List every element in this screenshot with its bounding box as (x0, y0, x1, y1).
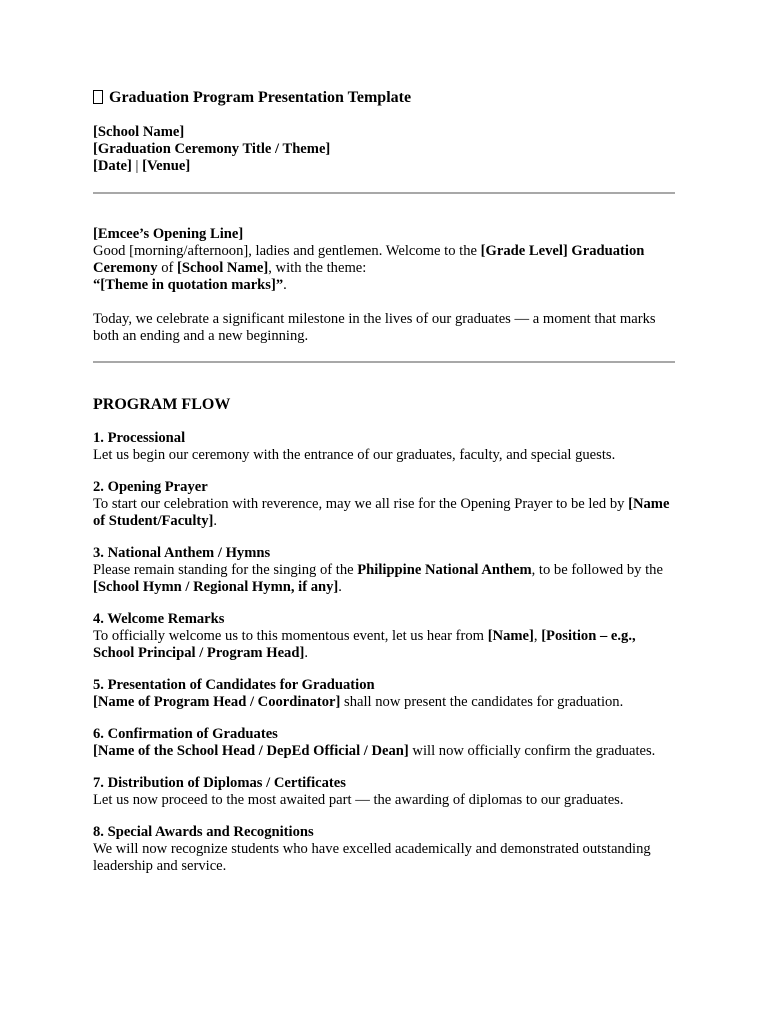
event-details (93, 124, 675, 175)
program-item-national-anthem (93, 545, 675, 596)
emcee-text: , with the theme: (268, 260, 367, 276)
emcee-text: of (157, 260, 178, 276)
item-text: . (338, 579, 342, 595)
program-item-title: 3. National Anthem / Hymns (93, 545, 271, 561)
program-item-title: 5. Presentation of Candidates for Graduation (93, 677, 375, 693)
venue-placeholder: [Venue] (142, 158, 191, 174)
item-text: shall now present the candidates for graduation. (340, 694, 624, 710)
emcee-opening-section (93, 226, 675, 345)
theme-placeholder: “[Theme in quotation marks]” (93, 277, 284, 293)
program-item-text: We will now recognize students who have excelled academically and demonstrated outstanding leadership and service. (93, 841, 651, 874)
program-item-text: Let us begin our ceremony with the entrance of our graduates, faculty, and special guests. (93, 447, 616, 463)
date-placeholder: [Date] (93, 158, 132, 174)
document-title-text: Graduation Program Presentation Template (109, 89, 412, 106)
school-name-inline: [School Name] (177, 260, 269, 276)
emcee-text: . (283, 277, 287, 293)
missing-glyph-icon (93, 90, 103, 104)
emcee-milestone-paragraph: Today, we celebrate a significant milestone in the lives of our graduates — a moment that marks both an ending and a new beginning. (93, 311, 656, 344)
program-item-title: 1. Processional (93, 430, 186, 446)
program-item-text (93, 496, 675, 530)
program-item-special-awards (93, 824, 675, 875)
program-item-distribution-of-diplomas (93, 775, 675, 809)
item-text: . (213, 513, 218, 529)
item-placeholder: [Name] (487, 628, 534, 644)
school-name-placeholder: [School Name] (93, 124, 185, 140)
ceremony-title-placeholder: [Graduation Ceremony Title / Theme] (93, 141, 331, 157)
program-item-title: 8. Special Awards and Recognitions (93, 824, 314, 840)
item-emphasis: Philippine National Anthem (357, 562, 532, 578)
item-placeholder: [Position – e.g., School Principal / Program Head] (93, 628, 636, 661)
date-venue-line (93, 158, 675, 175)
program-item-text (93, 694, 675, 711)
program-item-text: Let us now proceed to the most awaited part — the awarding of diplomas to our graduates. (93, 792, 624, 808)
program-flow-heading: PROGRAM FLOW (93, 396, 231, 413)
item-text: , to be followed by the (531, 562, 663, 578)
emcee-heading: [Emcee’s Opening Line] (93, 226, 244, 242)
item-placeholder: [School Hymn / Regional Hymn, if any] (93, 579, 339, 595)
emcee-text: Good [morning/afternoon], ladies and gentlemen. Welcome to the (93, 243, 481, 259)
item-text: will now officially confirm the graduates. (408, 743, 656, 759)
program-item-confirmation-of-graduates (93, 726, 675, 760)
program-item-presentation-of-candidates (93, 677, 675, 711)
date-venue-separator: | (131, 158, 143, 174)
item-placeholder: [Name of Student/Faculty] (93, 496, 670, 529)
item-text: . (304, 645, 308, 661)
item-text: To start our celebration with reverence, may we all rise for the Opening Prayer to be led by (93, 496, 629, 512)
grade-level-placeholder: [Grade Level] Graduation Ceremony (93, 243, 645, 276)
item-text: Please remain standing for the singing of the (93, 562, 358, 578)
section-divider (93, 192, 675, 194)
emcee-welcome-paragraph (93, 243, 675, 294)
program-item-title: 7. Distribution of Diplomas / Certificates (93, 775, 346, 791)
program-item-opening-prayer (93, 479, 675, 530)
section-divider (93, 361, 675, 363)
item-placeholder: [Name of the School Head / DepEd Official / Dean] (93, 743, 409, 759)
program-item-text (93, 562, 675, 596)
program-item-title: 2. Opening Prayer (93, 479, 208, 495)
program-item-title: 6. Confirmation of Graduates (93, 726, 278, 742)
program-item-title: 4. Welcome Remarks (93, 611, 225, 627)
program-item-processional (93, 430, 675, 464)
document-content (93, 88, 675, 875)
item-text: To officially welcome us to this momentous event, let us hear from (93, 628, 488, 644)
document-title (93, 88, 675, 108)
item-placeholder: [Name of Program Head / Coordinator] (93, 694, 341, 710)
program-item-welcome-remarks (93, 611, 675, 662)
program-item-text (93, 628, 675, 662)
item-text: , (533, 628, 542, 644)
program-item-text (93, 743, 675, 760)
